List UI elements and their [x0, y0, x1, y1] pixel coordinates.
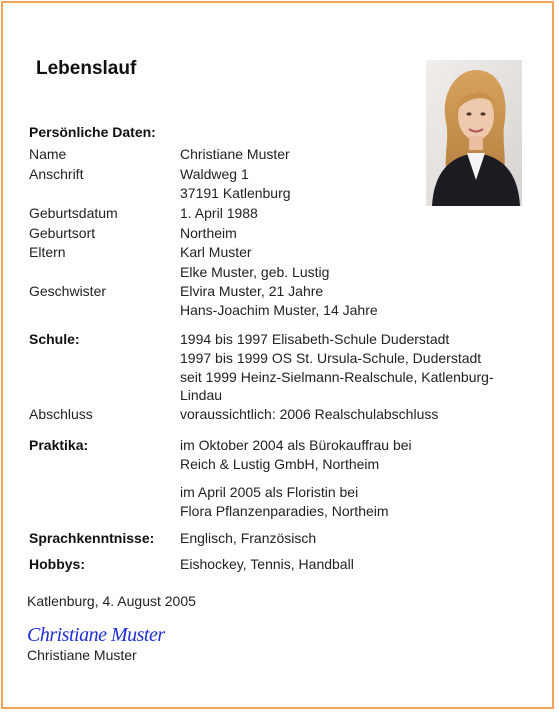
- school-line-4: Lindau: [180, 387, 223, 403]
- personal-data-heading: Persönliche Daten:: [29, 124, 156, 140]
- hobbies-value: Eishockey, Tennis, Handball: [180, 556, 354, 572]
- birthdate-label: Geburtsdatum: [29, 205, 118, 221]
- internships-label: Praktika:: [29, 437, 89, 453]
- address-line-2: 37191 Katlenburg: [180, 185, 291, 201]
- school-line-1: 1994 bis 1997 Elisabeth-Schule Duderstadt: [180, 331, 450, 347]
- portrait-image: [426, 60, 522, 206]
- internship-1-line-1: im Oktober 2004 als Bürokauffrau bei: [180, 437, 412, 453]
- degree-value: voraussichtlich: 2006 Realschulabschluss: [180, 406, 439, 422]
- birthplace-value: Northeim: [180, 225, 237, 241]
- school-line-2: 1997 bis 1999 OS St. Ursula-Schule, Duderstadt: [180, 350, 482, 366]
- internship-2-line-2: Flora Pflanzenparadies, Northeim: [180, 503, 389, 519]
- handwritten-signature: Christiane Muster: [27, 624, 165, 646]
- applicant-photo: [426, 60, 522, 206]
- birthdate-value: 1. April 1988: [180, 205, 258, 221]
- school-line-3: seit 1999 Heinz-Sielmann-Realschule, Katlenburg-: [180, 369, 494, 385]
- name-label: Name: [29, 146, 67, 162]
- siblings-line-2: Hans-Joachim Muster, 14 Jahre: [180, 302, 378, 318]
- siblings-label: Geschwister: [29, 283, 107, 299]
- address-label: Anschrift: [29, 166, 84, 182]
- degree-label: Abschluss: [29, 406, 93, 422]
- birthplace-label: Geburtsort: [29, 225, 96, 241]
- address-line-1: Waldweg 1: [180, 166, 249, 182]
- internship-1-line-2: Reich & Lustig GmbH, Northeim: [180, 456, 380, 472]
- languages-value: Englisch, Französisch: [180, 530, 317, 546]
- parents-line-2: Elke Muster, geb. Lustig: [180, 264, 330, 280]
- signature-name: Christiane Muster: [27, 647, 137, 663]
- parents-label: Eltern: [29, 244, 66, 260]
- school-label: Schule:: [29, 331, 80, 347]
- page-title: Lebenslauf: [36, 58, 137, 79]
- place-date: Katlenburg, 4. August 2005: [27, 593, 196, 609]
- siblings-line-1: Elvira Muster, 21 Jahre: [180, 283, 324, 299]
- languages-label: Sprachkenntnisse:: [29, 530, 155, 546]
- internship-2-line-1: im April 2005 als Floristin bei: [180, 484, 359, 500]
- name-value: Christiane Muster: [180, 146, 290, 162]
- parents-line-1: Karl Muster: [180, 244, 252, 260]
- hobbies-label: Hobbys:: [29, 556, 85, 572]
